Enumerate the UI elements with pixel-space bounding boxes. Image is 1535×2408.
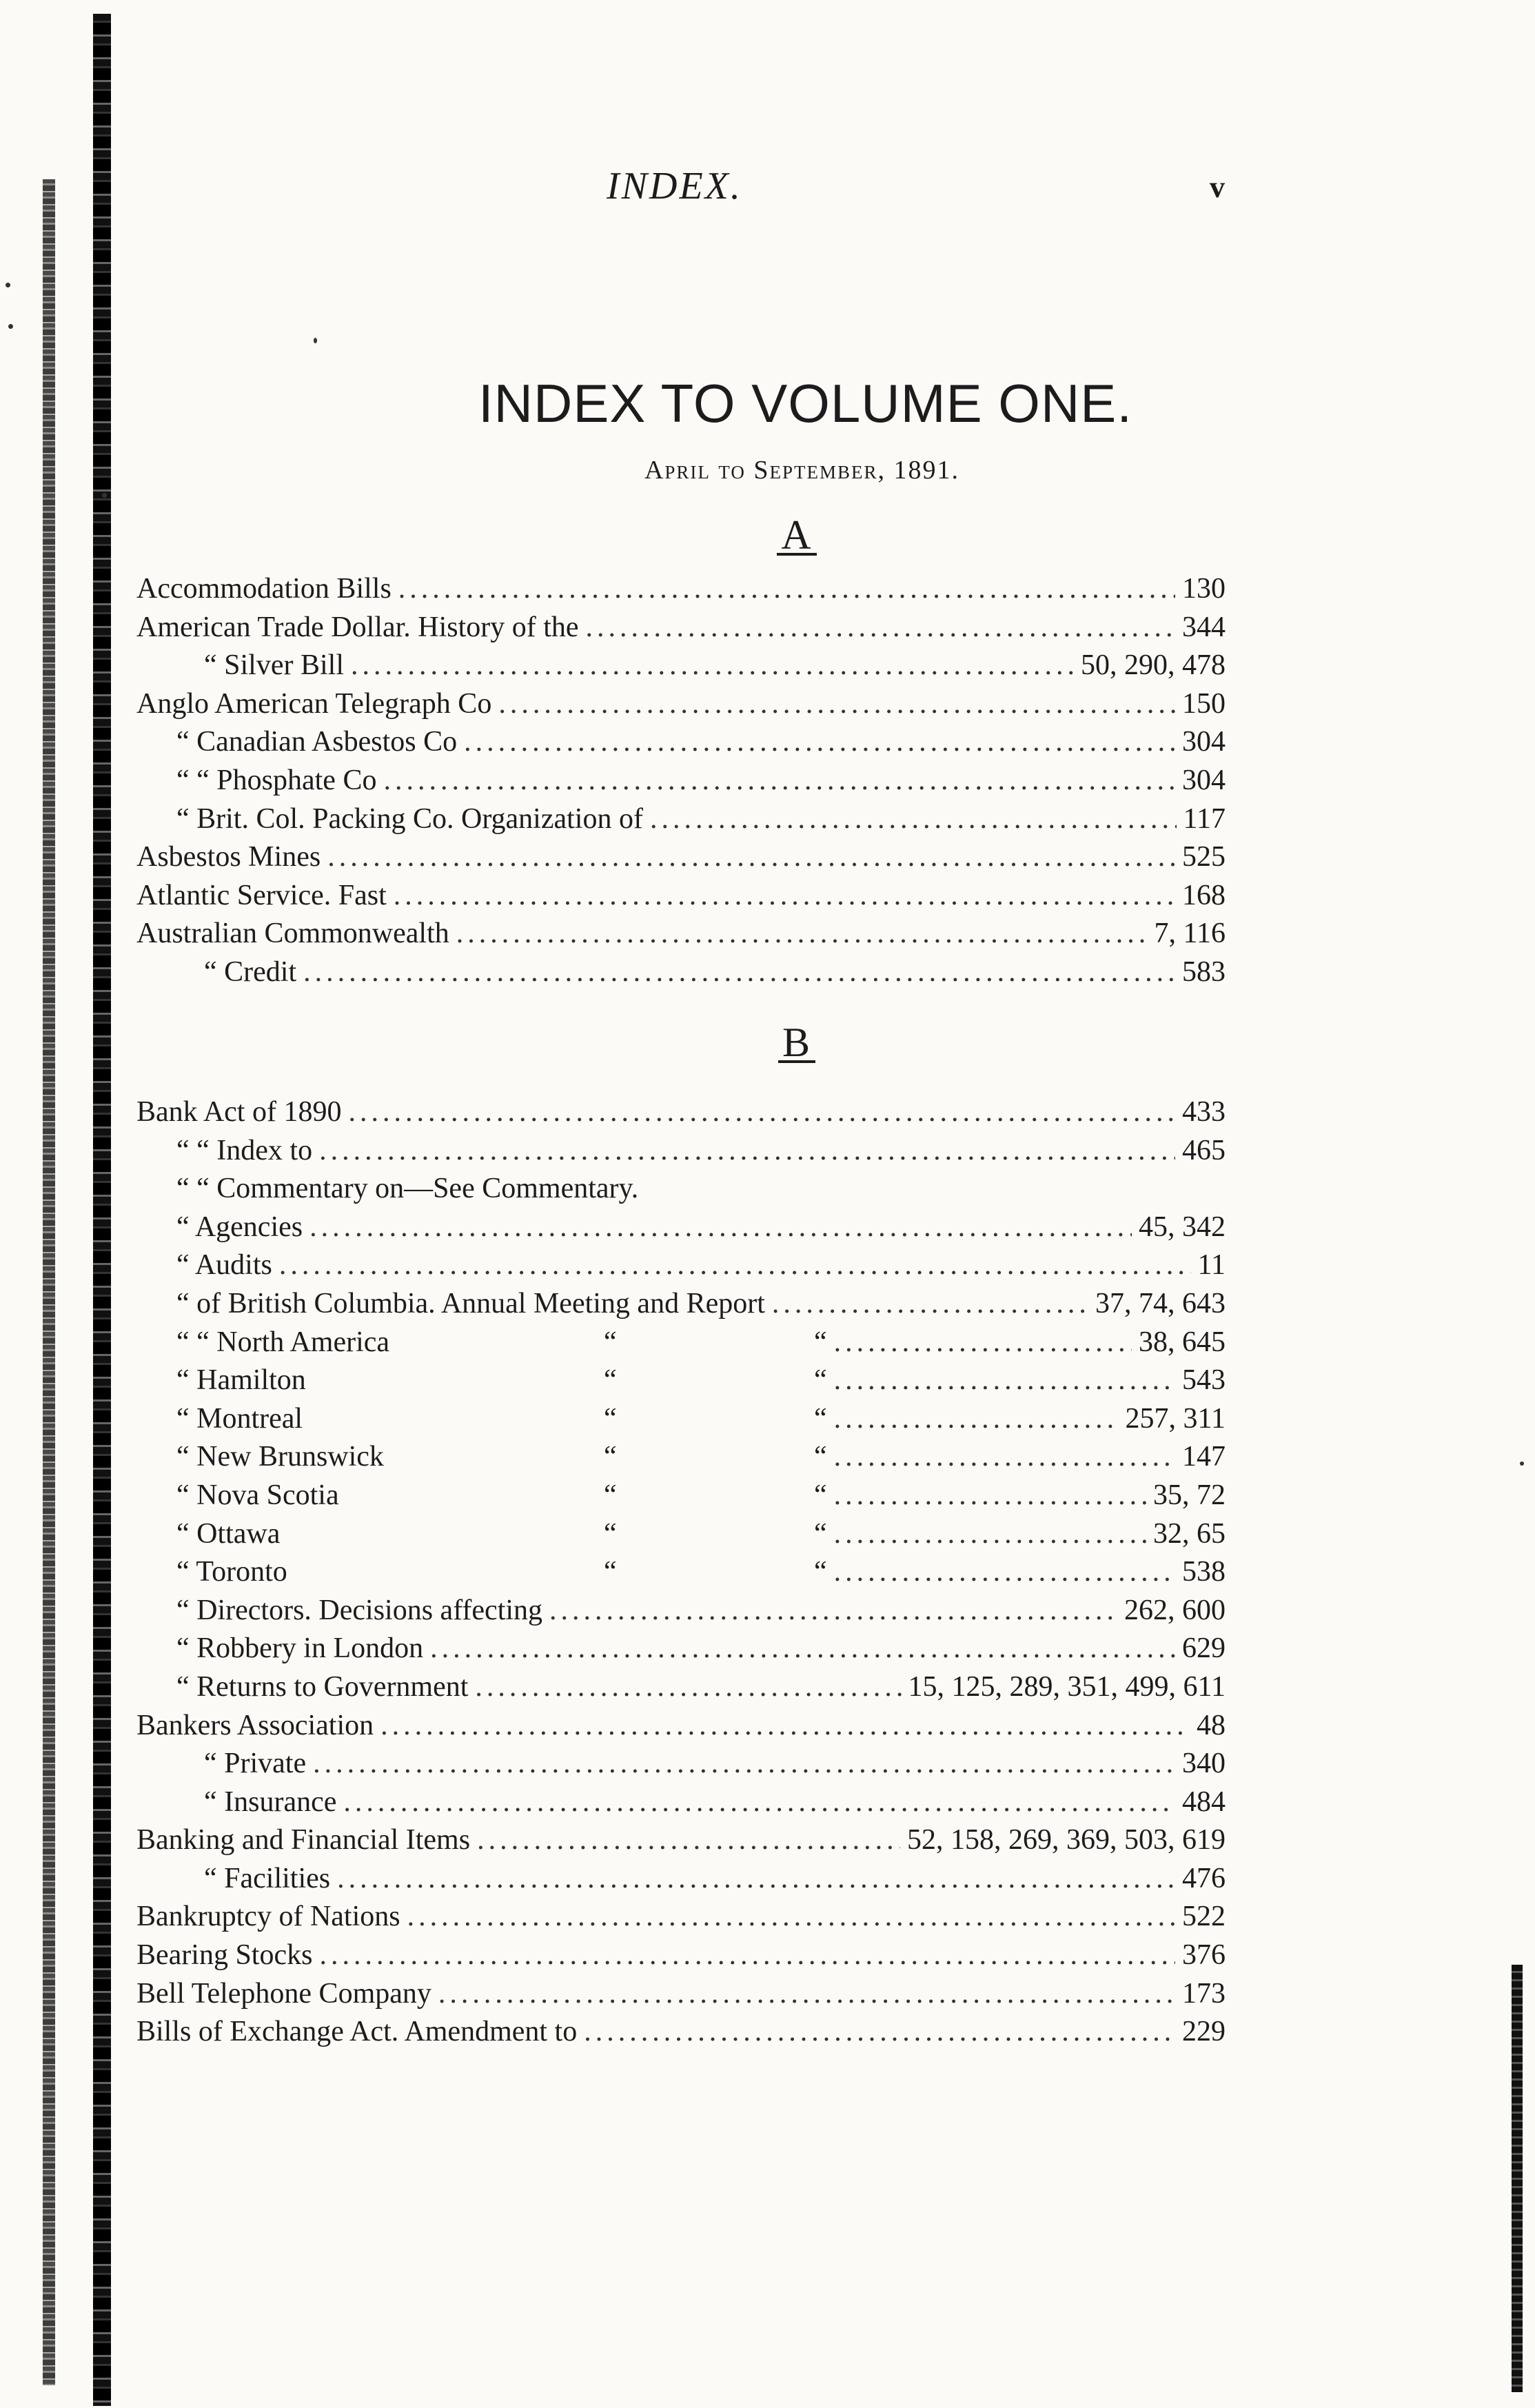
dot-leader: [337, 1860, 1175, 1899]
dot-leader: [407, 1898, 1175, 1936]
dot-leader: [498, 685, 1175, 724]
entry-term: “: [814, 1517, 827, 1550]
entry-pages: 484: [1182, 1785, 1226, 1818]
entry-term: “ Agencies: [176, 1211, 303, 1243]
entry-pages: 173: [1182, 1977, 1226, 2010]
index-entry: [136, 1285, 1226, 1324]
entry-term: “ Directors. Decisions affecting: [176, 1594, 543, 1626]
index-section-a: [136, 570, 1226, 992]
dot-leader: [327, 838, 1175, 877]
entry-term: Accommodation Bills: [136, 573, 392, 605]
entry-pages: 117: [1183, 802, 1226, 835]
section-letter-b: B: [0, 1019, 1535, 1066]
entry-pages: 15, 125, 289, 351, 499, 611: [908, 1670, 1226, 1703]
index-title: INDEX TO VOLUME ONE.: [478, 373, 1132, 434]
entry-pages: 48: [1197, 1709, 1226, 1741]
dot-leader: [834, 1515, 1146, 1554]
scan-speck: [6, 283, 10, 287]
index-entry: [136, 647, 1226, 685]
entry-term: “ Brit. Col. Packing Co. Organization of: [176, 802, 643, 835]
entry-pages: 52, 158, 269, 369, 503, 619: [907, 1824, 1226, 1856]
entry-term: “ Insurance: [204, 1785, 337, 1818]
entry-pages: 45, 342: [1139, 1211, 1226, 1243]
entry-pages: 168: [1182, 879, 1226, 911]
entry-term: “ Canadian Asbestos Co: [176, 726, 458, 758]
entry-pages: 262, 600: [1124, 1594, 1226, 1626]
index-entry: [136, 1324, 1226, 1362]
entry-term: “ Facilities: [204, 1862, 331, 1894]
entry-pages: 257, 311: [1125, 1402, 1226, 1435]
dot-leader: [464, 723, 1175, 762]
entry-term: “ “ Phosphate Co: [176, 764, 377, 796]
index-entry: [136, 1400, 1226, 1439]
entry-pages: 433: [1182, 1096, 1226, 1128]
scan-binding-edge: [43, 179, 55, 2385]
entry-pages: 344: [1182, 611, 1226, 643]
entry-term: “ Silver Bill: [204, 649, 344, 682]
entry-term: “: [814, 1326, 827, 1358]
entry-term: Banking and Financial Items: [136, 1824, 471, 1856]
entry-pages: 50, 290, 478: [1081, 649, 1226, 682]
dot-leader: [380, 1707, 1190, 1746]
entry-pages: 32, 65: [1153, 1517, 1226, 1550]
index-subtitle: April to September, 1891.: [644, 456, 960, 485]
index-entry: [136, 1132, 1226, 1171]
entry-term: “ Hamilton: [176, 1364, 306, 1397]
index-entry: [136, 1515, 1226, 1554]
index-entry: [136, 1707, 1226, 1746]
scan-speck: [8, 324, 13, 329]
dot-leader: [348, 1093, 1175, 1132]
entry-term: “ “ North America: [176, 1326, 390, 1358]
entry-pages: 38, 645: [1139, 1326, 1226, 1358]
entry-term: “: [814, 1402, 827, 1435]
dot-leader: [351, 647, 1074, 685]
entry-term: Australian Commonwealth: [136, 918, 449, 950]
dot-leader: [430, 1630, 1175, 1668]
entry-term: Asbestos Mines: [136, 841, 321, 873]
index-entry: [136, 1170, 1226, 1208]
index-entry: [136, 1860, 1226, 1899]
entry-term: “ Returns to Government: [176, 1670, 469, 1703]
dot-leader: [313, 1745, 1175, 1783]
entry-pages: 465: [1182, 1134, 1226, 1166]
dot-leader: [772, 1285, 1088, 1324]
scan-speck: [314, 338, 317, 343]
dot-leader: [834, 1400, 1119, 1439]
entry-term: “ Credit: [204, 955, 297, 988]
entry-pages: 522: [1182, 1901, 1226, 1933]
dot-leader: [549, 1592, 1117, 1630]
entry-term: “ New Brunswick: [176, 1441, 384, 1473]
dot-leader: [456, 915, 1148, 953]
dot-leader: [319, 1132, 1175, 1171]
entry-pages: 7, 116: [1154, 918, 1226, 950]
entry-term: “: [814, 1479, 827, 1511]
entry-term: “ Robbery in London: [176, 1632, 424, 1665]
section-letter-a: A: [0, 512, 1535, 559]
dot-leader: [584, 2013, 1175, 2052]
entry-pages: 304: [1182, 726, 1226, 758]
dot-leader: [475, 1668, 901, 1707]
dot-leader: [303, 953, 1175, 992]
index-entry: [136, 1246, 1226, 1285]
index-entry: [136, 1936, 1226, 1975]
entry-term: “: [604, 1441, 617, 1473]
entry-pages: 130: [1182, 573, 1226, 605]
index-entry: [136, 570, 1226, 609]
entry-pages: 538: [1182, 1556, 1226, 1588]
index-entry: [136, 1208, 1226, 1247]
index-entry: [136, 838, 1226, 877]
dot-leader: [834, 1438, 1175, 1477]
entry-term: American Trade Dollar. History of the: [136, 611, 579, 643]
entry-term: “ Toronto: [176, 1556, 287, 1588]
entry-term: Bell Telephone Company: [136, 1977, 431, 2010]
entry-term: “: [604, 1326, 617, 1358]
entry-term: “: [604, 1364, 617, 1397]
entry-pages: 543: [1182, 1364, 1226, 1397]
entry-term: Bankruptcy of Nations: [136, 1901, 400, 1933]
entry-pages: 583: [1182, 955, 1226, 988]
entry-term: “ Ottawa: [176, 1517, 281, 1550]
running-title: INDEX.: [607, 165, 742, 208]
index-entry: [136, 723, 1226, 762]
dot-leader: [834, 1324, 1132, 1362]
index-entry: [136, 1438, 1226, 1477]
entry-pages: 476: [1182, 1862, 1226, 1894]
index-entry: [136, 1975, 1226, 2014]
entry-pages: 147: [1182, 1441, 1226, 1473]
index-entry: [136, 953, 1226, 992]
dot-leader: [834, 1477, 1146, 1515]
entry-term: “ Nova Scotia: [176, 1479, 339, 1511]
entry-term: Bearing Stocks: [136, 1939, 313, 1972]
dot-leader: [394, 877, 1175, 915]
index-entry: [136, 1630, 1226, 1668]
entry-pages: 37, 74, 643: [1095, 1287, 1226, 1319]
entry-term: Anglo American Telegraph Co: [136, 687, 492, 720]
index-entry: [136, 1783, 1226, 1822]
entry-term: “: [814, 1441, 827, 1473]
dot-leader: [834, 1553, 1175, 1592]
dot-leader: [343, 1783, 1175, 1822]
dot-leader: [383, 762, 1175, 800]
entry-pages: 376: [1182, 1939, 1226, 1972]
entry-pages: 525: [1182, 841, 1226, 873]
entry-term: “ Audits: [176, 1249, 272, 1282]
index-entry: [136, 685, 1226, 724]
entry-pages: 629: [1182, 1632, 1226, 1665]
entry-term: “ “ Index to: [176, 1134, 313, 1166]
scan-speck: [1520, 1461, 1524, 1466]
index-entry: [136, 1362, 1226, 1400]
index-entry: [136, 1477, 1226, 1515]
dot-leader: [477, 1821, 900, 1860]
dot-leader: [279, 1246, 1191, 1285]
index-entry: [136, 1592, 1226, 1630]
entry-term: Atlantic Service. Fast: [136, 879, 387, 911]
entry-term: “: [604, 1479, 617, 1511]
running-head: [0, 164, 1535, 219]
entry-term: “ of British Columbia. Annual Meeting and Report: [176, 1287, 765, 1319]
index-entry: [136, 1745, 1226, 1783]
entry-pages: 35, 72: [1153, 1479, 1226, 1511]
dot-leader: [309, 1208, 1132, 1247]
entry-pages: 11: [1197, 1249, 1226, 1282]
entry-term: “: [604, 1517, 617, 1550]
entry-term: “: [814, 1364, 827, 1397]
entry-term: “ Private: [204, 1748, 307, 1780]
dot-leader: [650, 800, 1177, 839]
entry-term: Bankers Association: [136, 1709, 374, 1741]
dot-leader: [586, 609, 1175, 647]
dot-leader: [319, 1936, 1175, 1975]
entry-term: “ “ Commentary on—See Commentary.: [176, 1173, 639, 1205]
index-entry: [136, 800, 1226, 839]
index-entry: [136, 762, 1226, 800]
entry-term: “: [814, 1556, 827, 1588]
index-entry: [136, 2013, 1226, 2052]
dot-leader: [438, 1975, 1175, 2014]
entry-term: Bills of Exchange Act. Amendment to: [136, 2016, 578, 2048]
index-entry: [136, 877, 1226, 915]
index-entry: [136, 1093, 1226, 1132]
entry-pages: 304: [1182, 764, 1226, 796]
dot-leader: [834, 1362, 1175, 1400]
scan-binding-edge: [1512, 1965, 1523, 2392]
entry-pages: 150: [1182, 687, 1226, 720]
entry-term: “: [604, 1402, 617, 1435]
entry-term: “ Montreal: [176, 1402, 303, 1435]
entry-pages: 340: [1182, 1748, 1226, 1780]
index-entry: [136, 1898, 1226, 1936]
index-entry: [136, 1821, 1226, 1860]
index-entry: [136, 915, 1226, 953]
dot-leader: [398, 570, 1175, 609]
entry-pages: 229: [1182, 2016, 1226, 2048]
index-entry: [136, 609, 1226, 647]
entry-term: Bank Act of 1890: [136, 1096, 342, 1128]
index-entry: [136, 1668, 1226, 1707]
index-entry: [136, 1553, 1226, 1592]
entry-term: “: [604, 1556, 617, 1588]
index-section-b: [136, 1093, 1226, 2052]
page-number: v: [1210, 170, 1225, 204]
scan-speck: [102, 493, 107, 498]
